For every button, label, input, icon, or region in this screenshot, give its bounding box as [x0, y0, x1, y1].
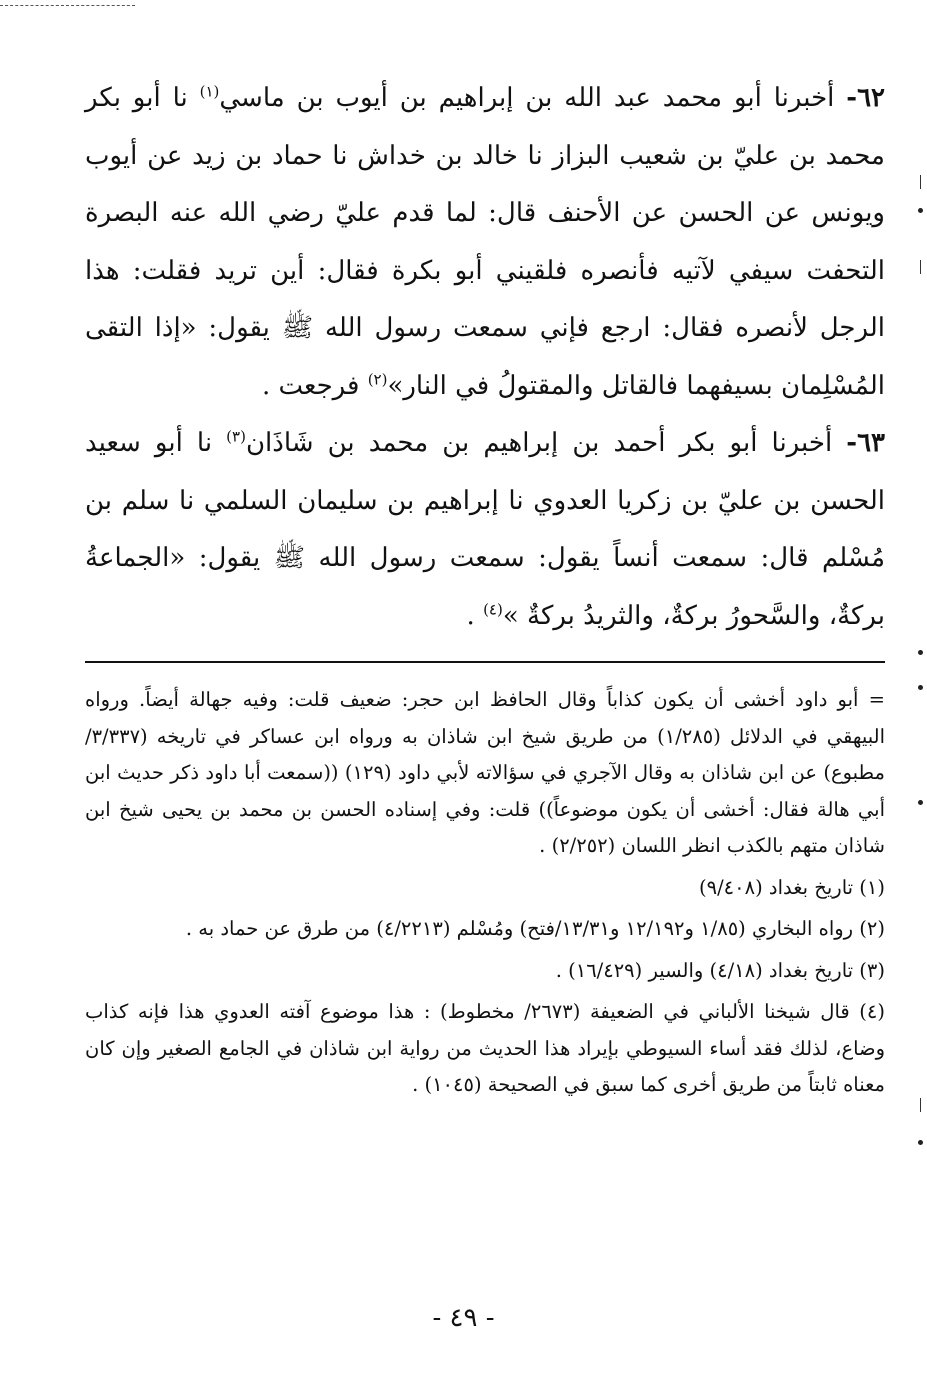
- hadith-number: ٦٢-: [846, 83, 885, 113]
- main-text: [85, 70, 885, 645]
- scan-mark: [918, 685, 923, 690]
- hadith-text: فرجعت .: [261, 370, 360, 401]
- scan-mark: [918, 1140, 923, 1145]
- footnote-ref: (١): [199, 82, 220, 101]
- footnote-2: (٢) رواه البخاري (١/٨٥ و١٢/١٩٢ و١٣/٣١/فتح) ومُسْلم (٤/٢٢١٣) من طرق عن حماد به .: [185, 917, 885, 940]
- footnote-ref: (٢): [367, 369, 388, 388]
- top-edge-rule: [0, 5, 135, 6]
- scan-mark: [920, 175, 921, 189]
- hadith-text: نا أبو بكر محمد بن عليّ بن شعيب البزاز نا خالد بن خداش نا حماد بن زيد عن أيوب ويونس عن الحسن عن الأحنف قال: لما قدم عليّ رضي الله عنه البصرة التحفت سيفي لآتيه فأنصره فلقيني أبو بكرة فقال: أين تريد فقلت: هذا الرجل لأنصره فقال: ارجع فإني سمعت رسول الله ﷺ يقول: «إذا التقى المُسْلِمان بسيفهما فالقاتل والمقتولُ في النار»: [85, 83, 885, 401]
- scan-mark: [918, 650, 923, 655]
- footnote-divider: [85, 661, 885, 663]
- scan-mark: [918, 208, 923, 213]
- footnote-3: (٣) تاريخ بغداد (٤/١٨) والسير (١٦/٤٢٩) .: [555, 958, 885, 982]
- scan-mark: [920, 260, 921, 274]
- hadith-62: [85, 70, 885, 415]
- page-number: - ٤٩ -: [432, 1303, 495, 1333]
- footnote-ref: (٣): [226, 427, 246, 446]
- scan-mark: [918, 800, 923, 805]
- hadith-text: أخبرنا أبو بكر أحمد بن إبراهيم بن محمد بن شَاذَان: [245, 428, 833, 458]
- footnote-4: (٤) قال شيخنا الألباني في الضعيفة (٢٦٧٣/ مخطوط) : هذا موضوع آفته العدوي هذا فإنه كذاب وضاع، لذلك فقد أساء السيوطي بإيراد هذا الحديث من رواية ابن شاذان في الجامع الصغير وإن كان معناه ثابتاً من طريق أخرى كما سبق في الصحيحة (١٠٤٥) .: [85, 1000, 885, 1096]
- hadith-number: ٦٣-: [846, 428, 885, 458]
- footnotes: [85, 682, 885, 1104]
- hadith-text: نا أبو سعيد الحسن بن عليّ بن زكريا العدوي نا إبراهيم بن سليمان السلمي نا سلم بن مُسْلم قال: سمعت أنساً يقول: سمعت رسول الله ﷺ يقول: «الجماعةُ بركةٌ، والسَّحورُ بركةٌ، والثريدُ بركةٌ »: [85, 428, 885, 631]
- hadith-text: .: [466, 600, 475, 631]
- footnote-ref: (٤): [483, 599, 503, 618]
- scan-mark: [920, 1098, 921, 1112]
- hadith-63: [85, 415, 885, 645]
- footnote-1: (١) تاريخ بغداد (٩/٤٠٨): [699, 875, 885, 899]
- footnote-continuation: = أبو داود أخشى أن يكون كذاباً وقال الحافظ ابن حجر: ضعيف قلت: وفيه جهالة أيضاً. ورواه البيهقي في الدلائل (١/٢٨٥) من طريق شيخ ابن شاذان به ورواه ابن عساكر في تاريخه (٣/٣٣٧/مطبوع) عن ابن شاذان به وقال الآجري في سؤالاته لأبي داود (١٢٩) ((سمعت أبا داود ذكر حديث ابن أبي هالة فقال: أخشى أن يكون موضوعاً)) قلت: وفي إسناده الحسن بن محمد بن يحيى شيخ ابن شاذان متهم بالكذب انظر اللسان (٢/٢٥٢) .: [85, 688, 885, 857]
- hadith-text: أخبرنا أبو محمد عبد الله بن إبراهيم بن أيوب بن ماسي: [219, 83, 835, 113]
